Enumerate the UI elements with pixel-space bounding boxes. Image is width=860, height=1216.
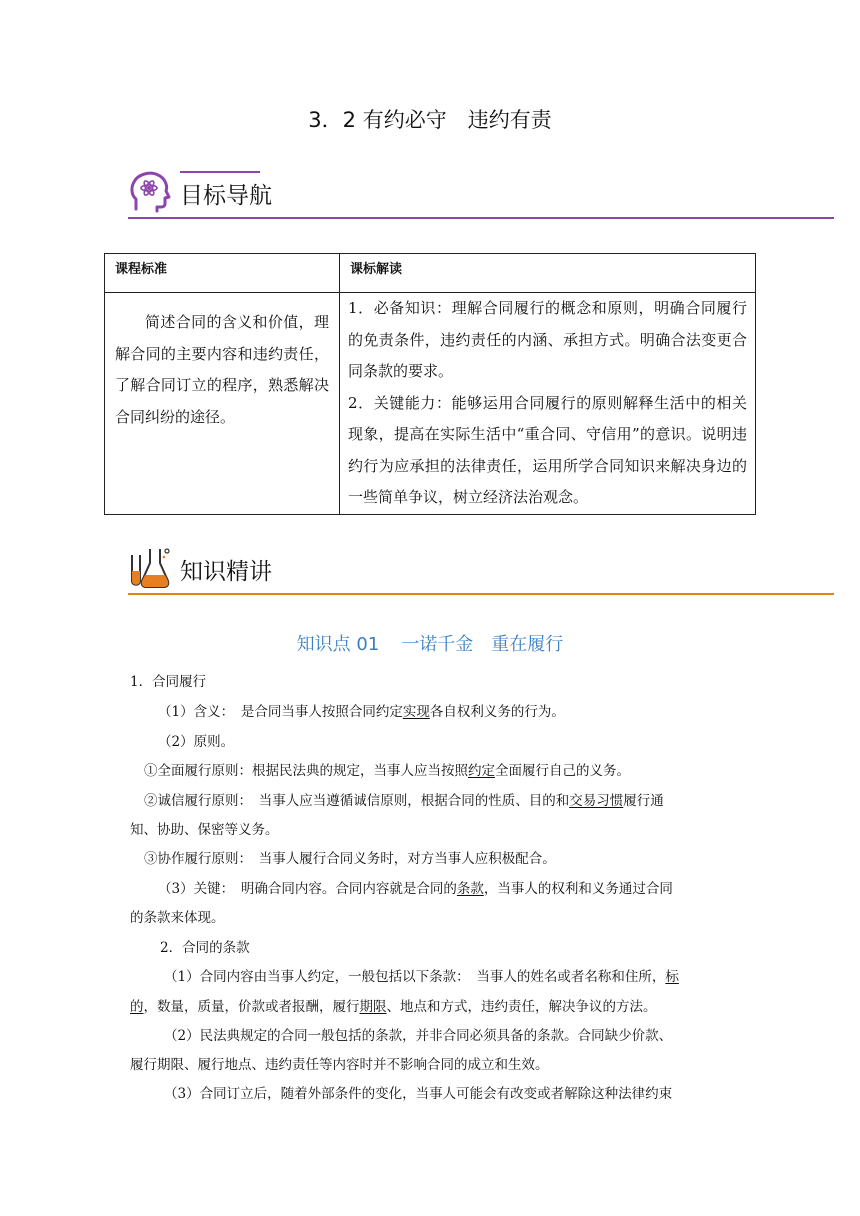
paragraph-line: ③协作履行原则： 当事人履行合同义务时，对方当事人应积极配合。 (144, 851, 556, 867)
interpretation-para-2: 2．关键能力：能够运用合同履行的原则解释生活中的相关现象，提高在实际生活中“重合同、守信用”的意识。说明违约行为应承担的法律责任，运用所学合同知识来解决身边的一些简单争议，树立经济法治观念。 (348, 393, 747, 506)
paragraph-line: 的条款来体现。 (130, 910, 225, 926)
heading-contract-clauses: 2．合同的条款 (160, 940, 250, 956)
paragraph-line: 的，数量，质量，价款或者报酬，履行期限、地点和方式，违约责任，解决争议的方法。 (130, 999, 657, 1015)
paragraph-line: ①全面履行原则：根据民法典的规定，当事人应当按照约定全面履行自己的义务。 (144, 763, 630, 779)
paragraph-line: 履行期限、履行地点、违约责任等内容时并不影响合同的成立和生效。 (130, 1057, 549, 1073)
section-rule (128, 217, 834, 219)
heading-contract-performance: 1．合同履行 (130, 674, 207, 690)
table-header-row (105, 254, 756, 293)
course-standard-table (104, 253, 756, 515)
knowledge-point-heading: 一诺千金 重在履行 (401, 634, 564, 655)
header-accent (180, 171, 260, 173)
paragraph-line: （2）原则。 (158, 734, 235, 750)
interpretation-para-1: 1．必备知识：理解合同履行的概念和原则，明确合同履行的免责条件，违约责任的内涵、承担方式。明确合法变更合同条款的要求。 (348, 299, 747, 380)
col1-header: 课程标准 (105, 254, 340, 293)
section-rule (128, 593, 834, 595)
section-label: 知识精讲 (180, 559, 272, 585)
page-title: 3．2 有约必守 违约有责 (308, 108, 552, 132)
paragraph-line: （1）含义： 是合同当事人按照合同约定实现各自权利义务的行为。 (158, 704, 565, 720)
brain-head-icon (128, 169, 172, 213)
section-header-goals (128, 169, 834, 219)
paragraph-line: （3）合同订立后，随着外部条件的变化，当事人可能会有改变或者解除这种法律约束 (164, 1086, 673, 1102)
knowledge-point-number: 知识点 01 (296, 634, 380, 655)
flask-icon (128, 545, 172, 589)
course-interpretation-cell (340, 293, 756, 515)
col2-header: 课标解读 (340, 254, 756, 293)
paragraph-line: （2）民法典规定的合同一般包括的条款，并非合同必须具备的条款。合同缺少价款、 (164, 1028, 673, 1044)
table-row (105, 293, 756, 515)
section-header-knowledge (128, 545, 834, 595)
paragraph-line: 知、协助、保密等义务。 (130, 822, 279, 838)
section-label: 目标导航 (180, 183, 272, 209)
course-standard-text: 简述合同的含义和价值，理解合同的主要内容和违约责任，了解合同订立的程序，熟悉解决合同纠纷的途径。 (115, 313, 329, 426)
knowledge-point-title (0, 630, 860, 656)
course-standard-cell (105, 293, 340, 515)
paragraph-line: （1）合同内容由当事人约定，一般包括以下条款： 当事人的姓名或者名称和住所，标 (164, 969, 679, 985)
paragraph-line: （3）关键： 明确合同内容。合同内容就是合同的条款，当事人的权利和义务通过合同 (158, 881, 673, 897)
paragraph-line: ②诚信履行原则： 当事人应当遵循诚信原则，根据合同的性质、目的和交易习惯履行通 (144, 793, 664, 809)
